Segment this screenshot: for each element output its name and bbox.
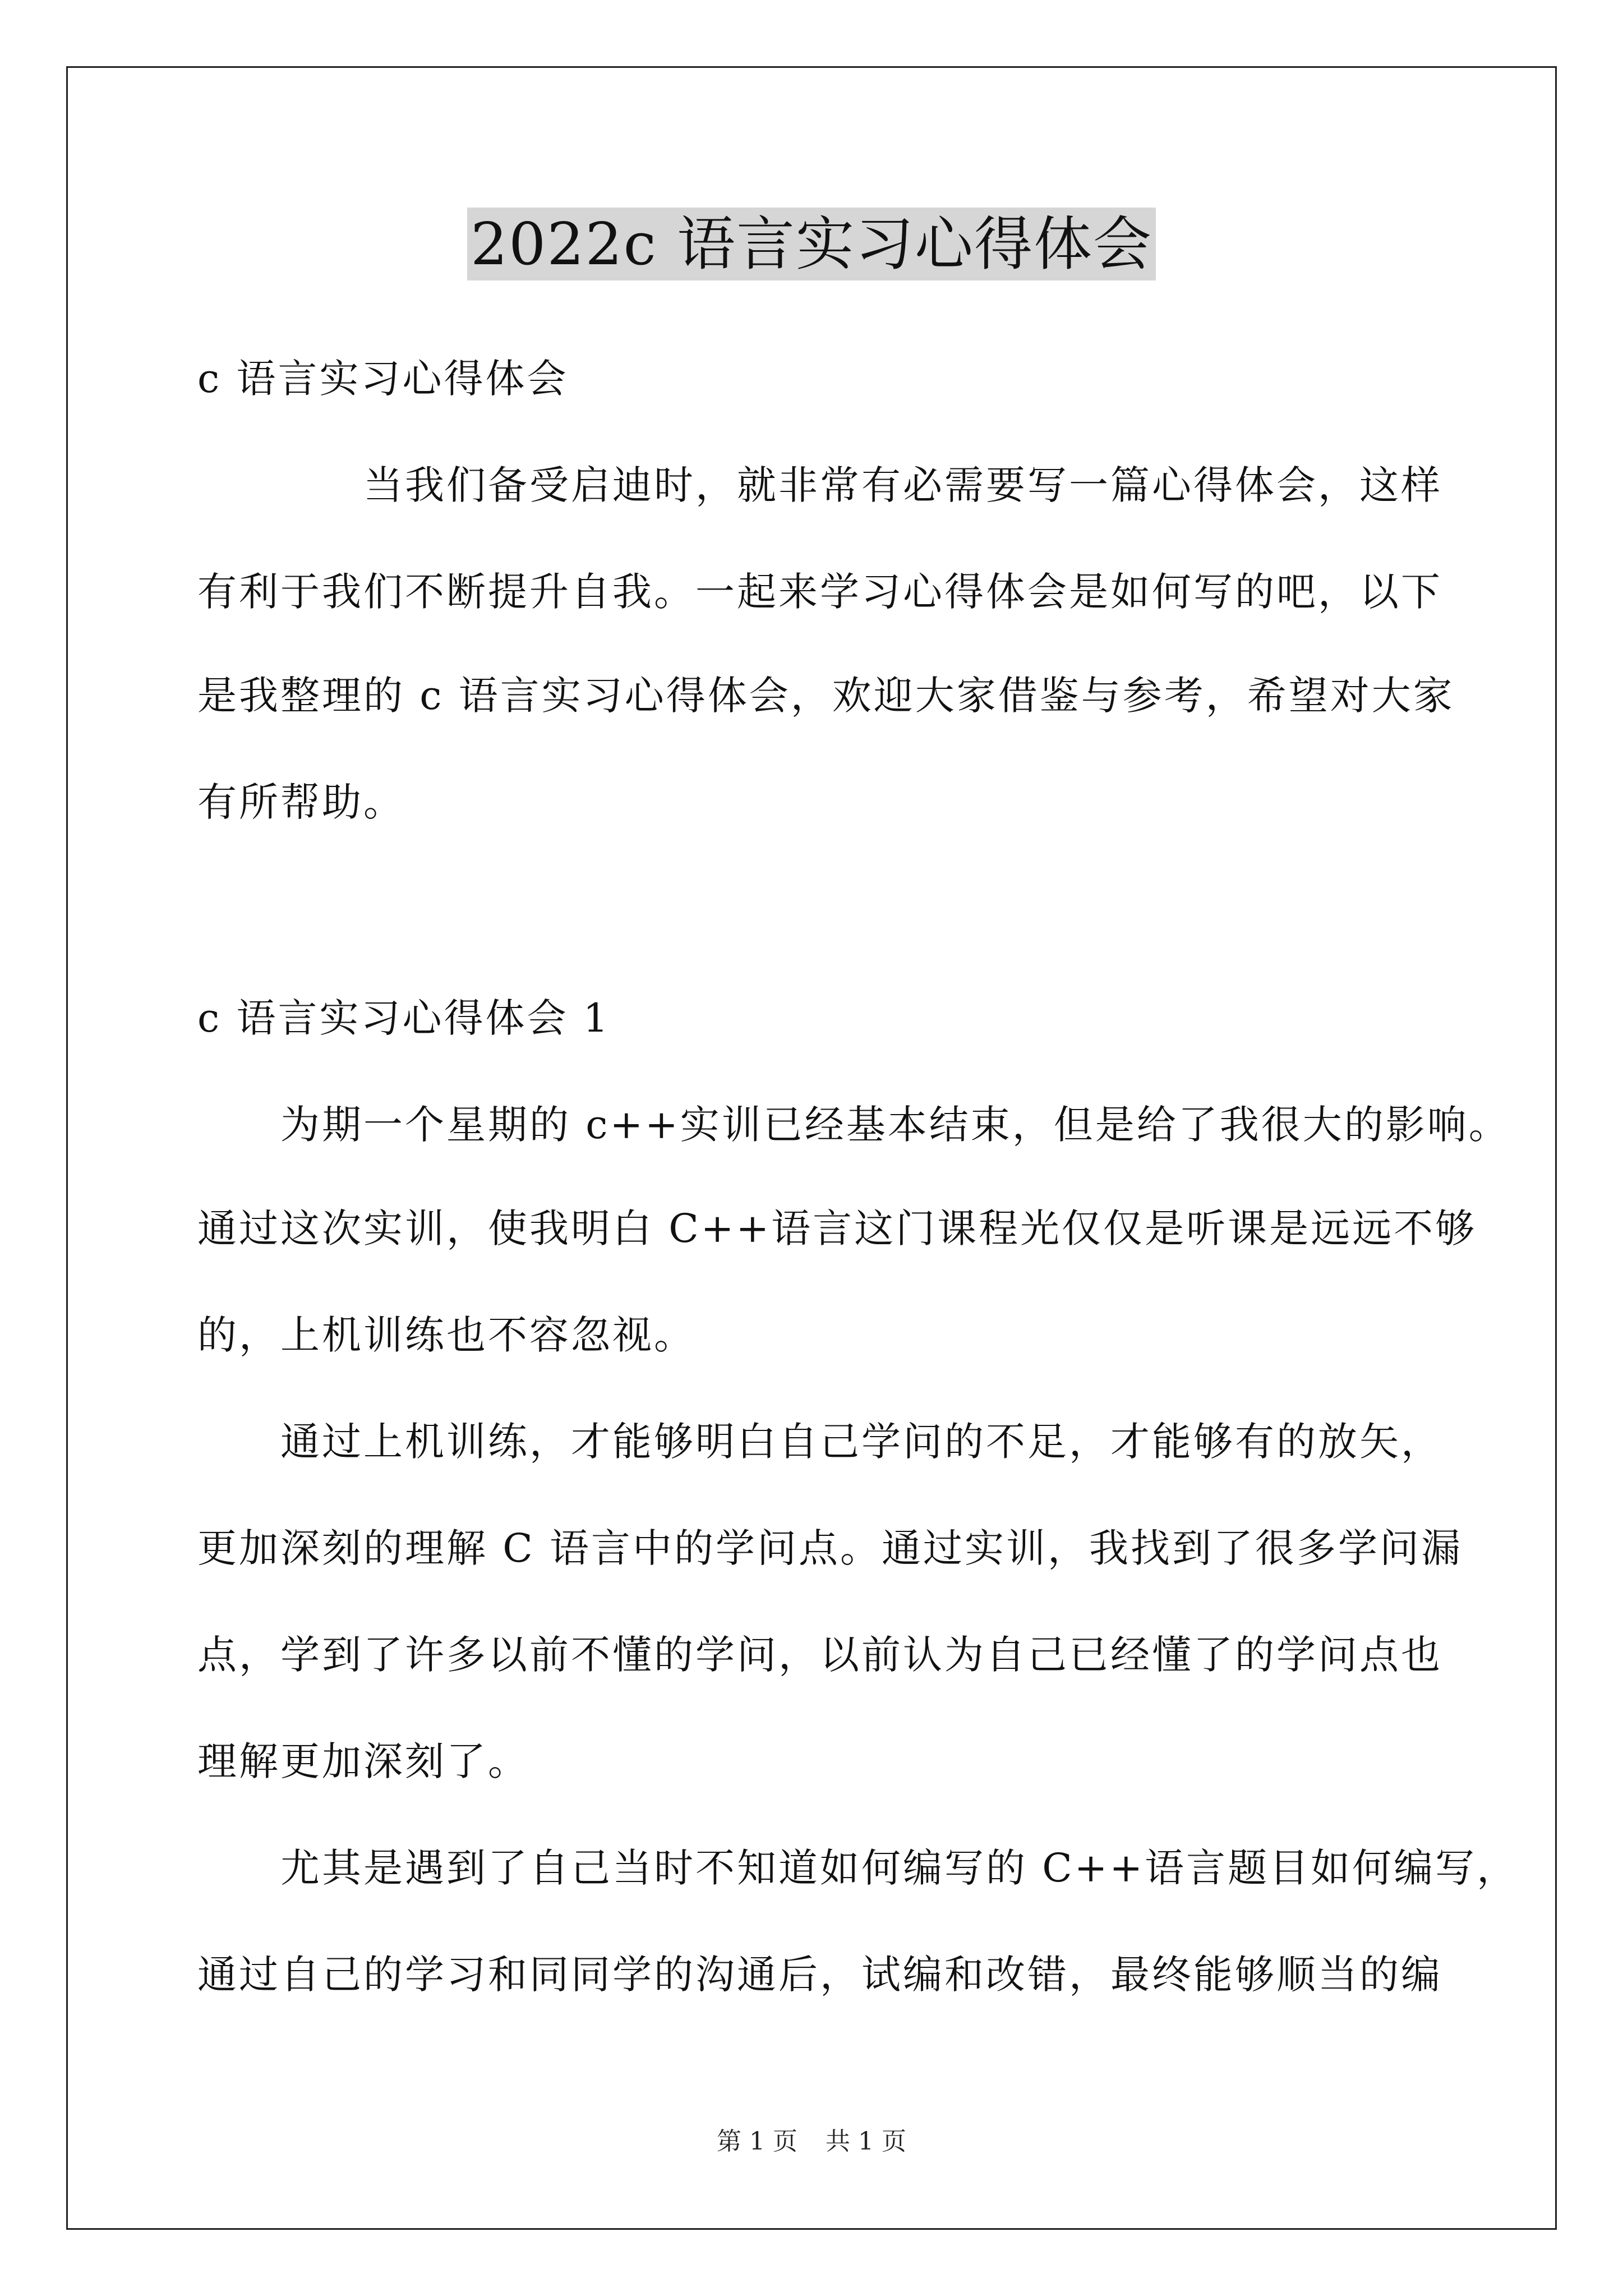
body-line: 理解更加深刻了。 <box>197 1738 529 1784</box>
body-line: 的，上机训练也不容忽视。 <box>197 1312 695 1358</box>
section-heading: c 语言实习心得体会 1 <box>197 995 611 1041</box>
body-line: 通过这次实训，使我明白 C++语言这门课程光仅仅是听课是远远不够 <box>197 1205 1477 1251</box>
intro-line: 当我们备受启迪时，就非常有必需要写一篇心得体会，这样 <box>363 462 1442 508</box>
intro-line: 是我整理的 c 语言实习心得体会，欢迎大家借鉴与参考，希望对大家 <box>197 673 1455 719</box>
body-line: 为期一个星期的 c++实训已经基本结束，但是给了我很大的影响。 <box>280 1102 1510 1148</box>
document-title: 2022c 语言实习心得体会 <box>467 208 1156 280</box>
page-number: 第 1 页 <box>717 2127 797 2156</box>
body-line: 通过自己的学习和同同学的沟通后，试编和改错，最终能够顺当的编 <box>197 1952 1442 1998</box>
intro-line: 有利于我们不断提升自我。一起来学习心得体会是如何写的吧，以下 <box>197 569 1442 615</box>
intro-line: 有所帮助。 <box>197 779 405 825</box>
body-line: 通过上机训练，才能够明白自己学问的不足，才能够有的放矢， <box>280 1419 1442 1465</box>
body-line: 更加深刻的理解 C 语言中的学问点。通过实训，我找到了很多学问漏 <box>197 1525 1463 1571</box>
subtitle: c 语言实习心得体会 <box>197 356 569 402</box>
body-line: 点，学到了许多以前不懂的学问，以前认为自己已经懂了的学问点也 <box>197 1632 1442 1678</box>
body-line: 尤其是遇到了自己当时不知道如何编写的 C++语言题目如何编写， <box>280 1845 1519 1891</box>
page-footer <box>0 2126 1623 2157</box>
title-container <box>0 208 1623 280</box>
page-total: 共 1 页 <box>826 2127 906 2156</box>
